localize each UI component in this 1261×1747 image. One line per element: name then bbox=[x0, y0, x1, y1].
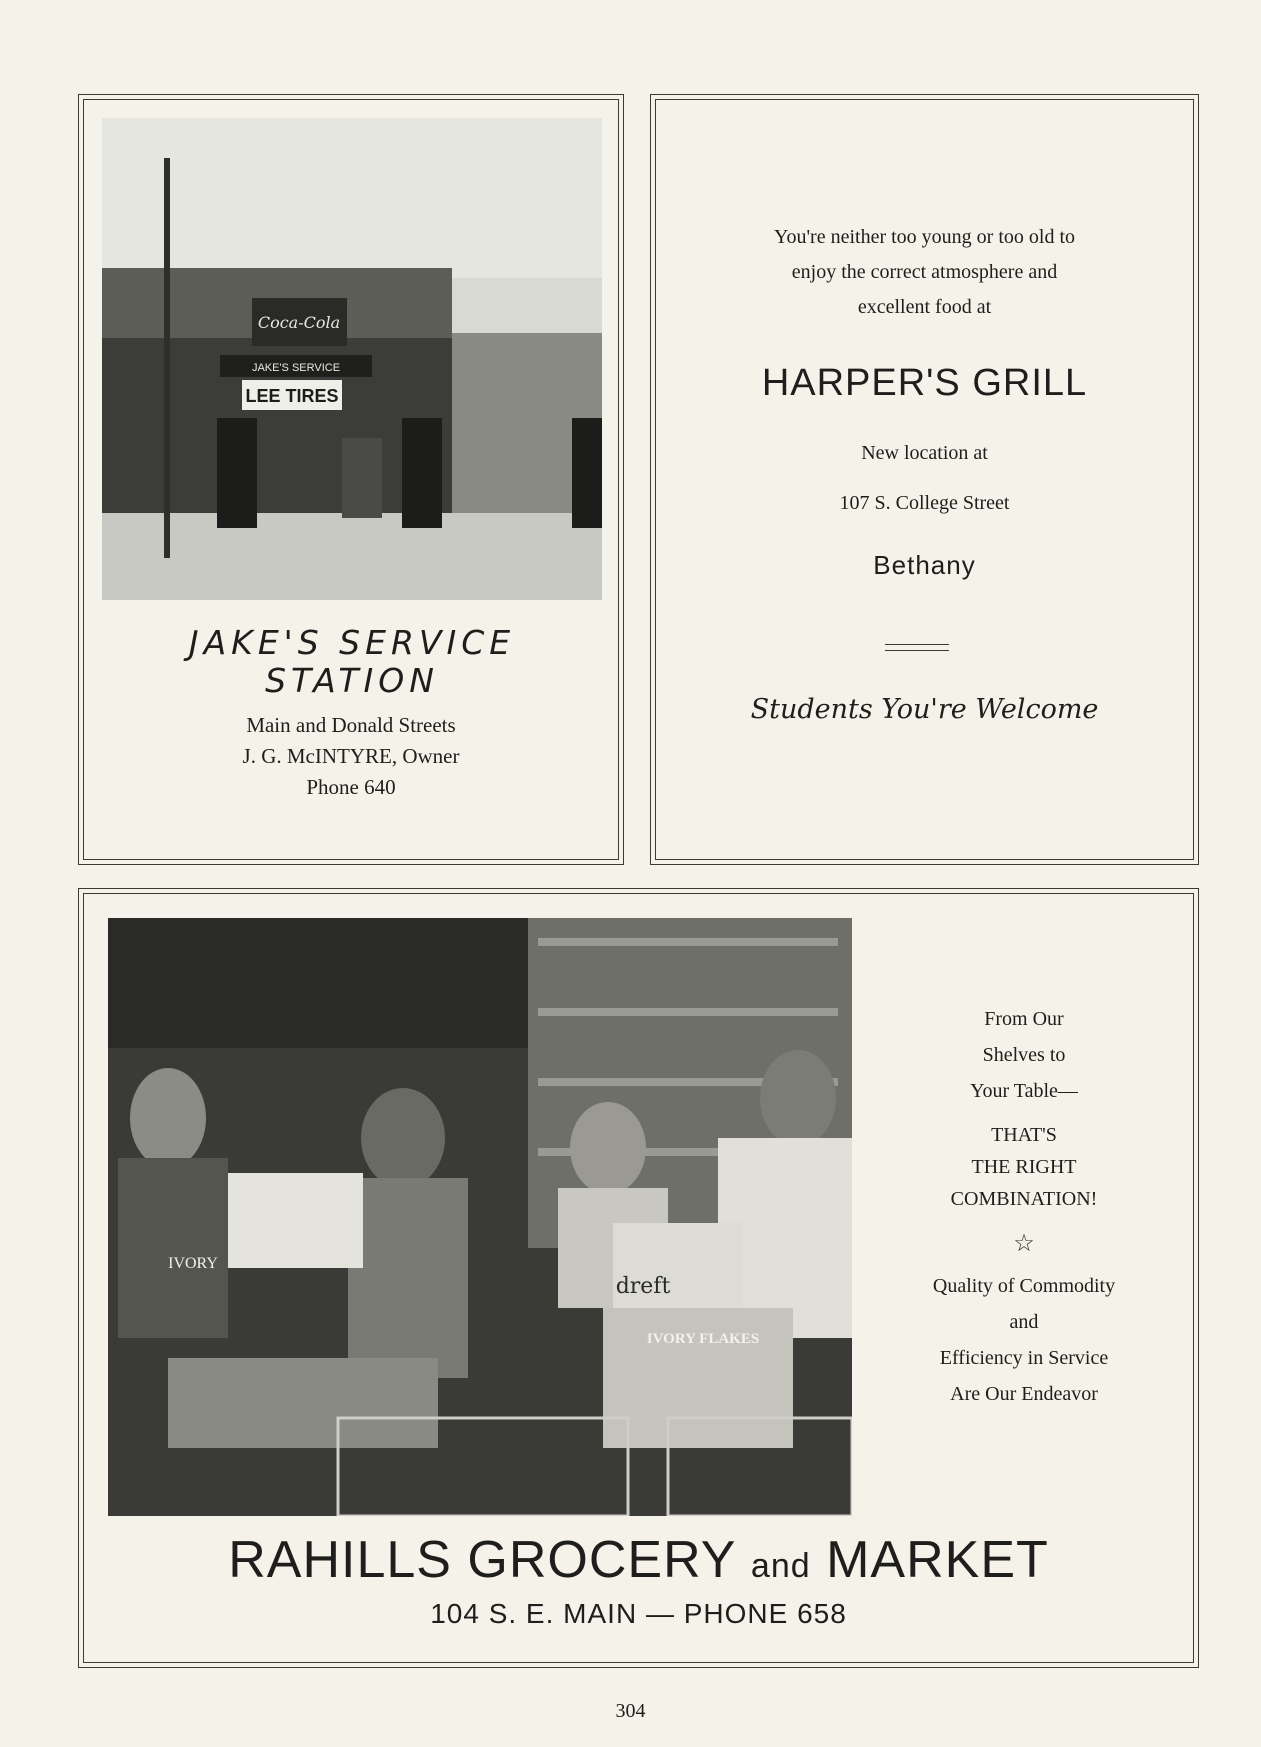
harpers-name: HARPER'S GRILL bbox=[761, 362, 1088, 404]
rahills-name-part1: RAHILLS GROCERY bbox=[228, 1531, 736, 1589]
star-icon: ☆ bbox=[1013, 1231, 1035, 1257]
grocery-store-photo bbox=[108, 918, 852, 1516]
page-number: 304 bbox=[615, 1700, 646, 1722]
coca-cola-sign: Coca-Cola bbox=[257, 313, 341, 332]
rahills-name bbox=[84, 1530, 1193, 1590]
ivory-flakes-box-label: IVORY FLAKES bbox=[646, 1331, 760, 1347]
jakes-address: Main and Donald Streets bbox=[246, 713, 456, 737]
jakes-contact bbox=[84, 710, 618, 803]
rahills-address: 104 S. E. MAIN — PHONE 658 bbox=[430, 1598, 847, 1629]
station-sign: JAKE'S SERVICE bbox=[251, 362, 341, 374]
combo-line1: THAT'S bbox=[991, 1124, 1057, 1146]
jakes-owner: J. G. McINTYRE, Owner bbox=[242, 744, 460, 768]
tagline-line3: Your Table— bbox=[970, 1080, 1078, 1102]
harpers-city: Bethany bbox=[873, 550, 976, 580]
service-station-photo-illustration bbox=[102, 118, 602, 600]
harpers-street: 107 S. College Street bbox=[839, 492, 1010, 514]
rahills-name-part2: MARKET bbox=[826, 1531, 1049, 1589]
harpers-location-label: New location at bbox=[861, 442, 988, 464]
quality-line1: Quality of Commodity bbox=[932, 1275, 1116, 1297]
harpers-intro bbox=[656, 220, 1193, 325]
service-station-photo bbox=[102, 118, 602, 600]
rahills-grocery-ad bbox=[83, 893, 1194, 1663]
rahills-name-and: and bbox=[750, 1547, 811, 1585]
jakes-title-line2: STATION bbox=[265, 661, 439, 700]
rahills-tagline-block bbox=[874, 1001, 1174, 1412]
jakes-phone: Phone 640 bbox=[306, 775, 396, 799]
tagline-line1: From Our bbox=[984, 1008, 1064, 1030]
divider-rule bbox=[885, 644, 949, 651]
combo-line3: COMBINATION! bbox=[950, 1188, 1098, 1210]
dreft-box-label: dreft bbox=[615, 1274, 671, 1299]
ivory-sign: IVORY bbox=[168, 1255, 218, 1272]
harpers-intro-line2: enjoy the correct atmosphere and bbox=[791, 261, 1058, 283]
quality-line2: and bbox=[1009, 1311, 1039, 1333]
jakes-title-line1: JAKE'S SERVICE bbox=[188, 623, 516, 662]
harpers-intro-line3: excellent food at bbox=[857, 296, 992, 318]
quality-line3: Efficiency in Service bbox=[939, 1347, 1109, 1369]
quality-line4: Are Our Endeavor bbox=[950, 1383, 1098, 1405]
jakes-title bbox=[167, 624, 537, 700]
harpers-grill-ad bbox=[655, 99, 1194, 860]
harpers-slogan: Students You're Welcome bbox=[750, 694, 1099, 725]
harpers-intro-line1: You're neither too young or too old to bbox=[774, 226, 1075, 248]
jakes-service-station-ad bbox=[83, 99, 619, 860]
combo-line2: THE RIGHT bbox=[971, 1156, 1077, 1178]
lee-tires-sign: LEE TIRES bbox=[245, 386, 339, 406]
tagline-line2: Shelves to bbox=[982, 1044, 1066, 1066]
grocery-store-photo-illustration bbox=[108, 918, 852, 1516]
